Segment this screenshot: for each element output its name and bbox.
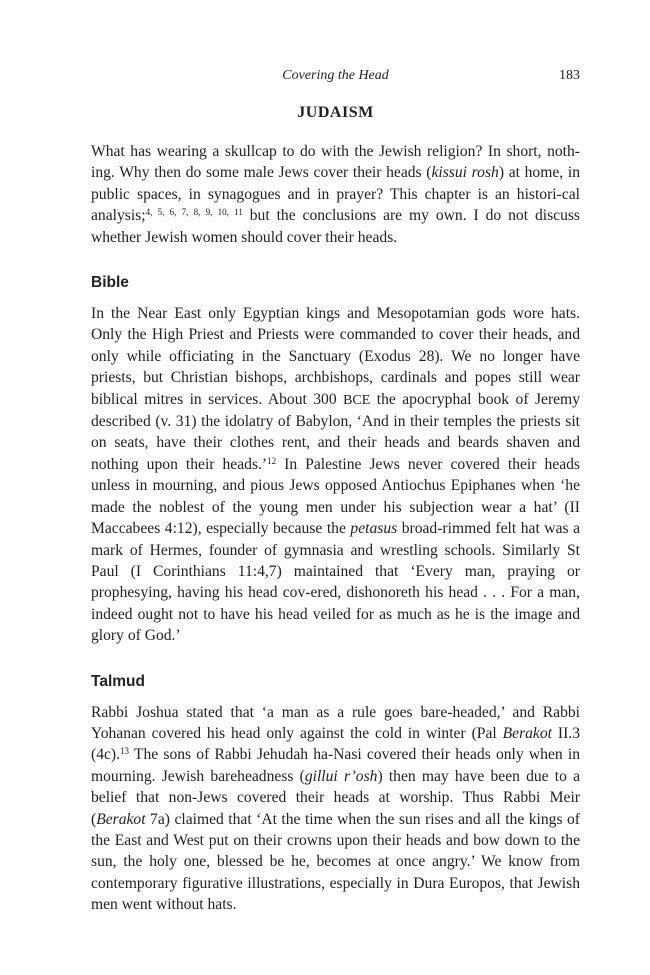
section-heading-bible: Bible [91,274,129,292]
running-title: Covering the Head [282,68,389,83]
footnote-ref: 13 [120,746,130,757]
bible-paragraph [91,303,580,647]
intro-paragraph [91,141,580,248]
talmud-text-5: 7a) claimed that ‘At the time when the sun rises and all the kings of the East and West put on their crowns upon their heads and bow down to the sun, the holy one, blessed be he, becomes at once angry.’ We know from contemporary figurative illustrations, especially in Dura Europos, that Jewish men went without hats. [91,810,580,914]
era-abbreviation: BCE [343,392,371,408]
talmud-text-1: Rabbi Joshua stated that ‘a man as a rule goes bare-headed,’ and Rabbi Yohanan covered his head only against the cold in winter (Pal [91,703,580,742]
running-head [91,68,580,90]
page-number: 183 [559,68,580,83]
intro-italic-term: kissui rosh [431,164,499,182]
intro-text-1: What has wearing a skullcap to do with the Jewish religion? In short, noth-ing. Why then do some male Jews cover their heads ( [91,143,580,182]
bible-text-4: broad-rimmed felt hat was a mark of Hermes, founder of gymnasia and wrestling schools. Similarly St Paul (I Corinthians 11:4,7) maintained that ‘Every man, praying or prophesying, having his head cov-ered, dishonoreth his head . . . For a man, indeed ought not to have his head veiled for as much as he is the image and glory of God.’ [91,520,580,645]
talmud-text-2: II.3 (4c). [91,724,580,764]
footnote-ref: 4, 5, 6, 7, 8, 9, 10, 11 [145,207,243,218]
bible-text-3: In Palestine Jews never covered their heads unless in mourning, and pious Jews opposed Antiochus Epiphanes when ‘he made the noblest of the young men under his subjection wear a hat’ (II Maccabees 4:12), especially because the [91,455,580,538]
talmud-italic-title-2: Berakot [96,810,146,828]
talmud-italic-title-1: Berakot [502,724,552,742]
bible-text-1: In the Near East only Egyptian kings and Mesopotamian gods wore hats. Only the High Priest and Priests were commanded to cover their heads, and only while officiating in the Sanctuary (Exodus 28). We no longer have priests, but Christian bishops, archbishops, cardinals and popes still wear biblical mitres in services. About 300 [91,305,580,408]
section-heading-talmud: Talmud [91,672,145,690]
talmud-paragraph [91,702,580,916]
intro-text-3: but the conclusions are my own. I do not discuss whether Jewish women should cover their heads. [91,207,580,246]
book-page [91,68,580,916]
bible-text-2: the apocryphal book of Jeremy described (v. 31) the idolatry of Babylon, ‘And in their temples the priests sit on seats, have their clothes rent, and their heads and beards shaven and nothing upon their heads.’ [91,390,580,473]
bible-italic-term: petasus [350,520,398,538]
talmud-text-4: ) then may have been due to a belief that non-Jews covered their heads at worship. Thus Rabbi Meir ( [91,767,581,828]
footnote-ref: 12 [267,455,277,466]
intro-text-2: ) at home, in public spaces, in synagogues and in prayer? This chapter is an histori-cal analysis; [91,164,580,225]
chapter-title: JUDAISM [297,104,374,121]
talmud-text-3: The sons of Rabbi Jehudah ha-Nasi covered their heads only when in mourning. Jewish bareheadness ( [91,746,580,785]
talmud-italic-term: gillui r’osh [304,767,378,785]
